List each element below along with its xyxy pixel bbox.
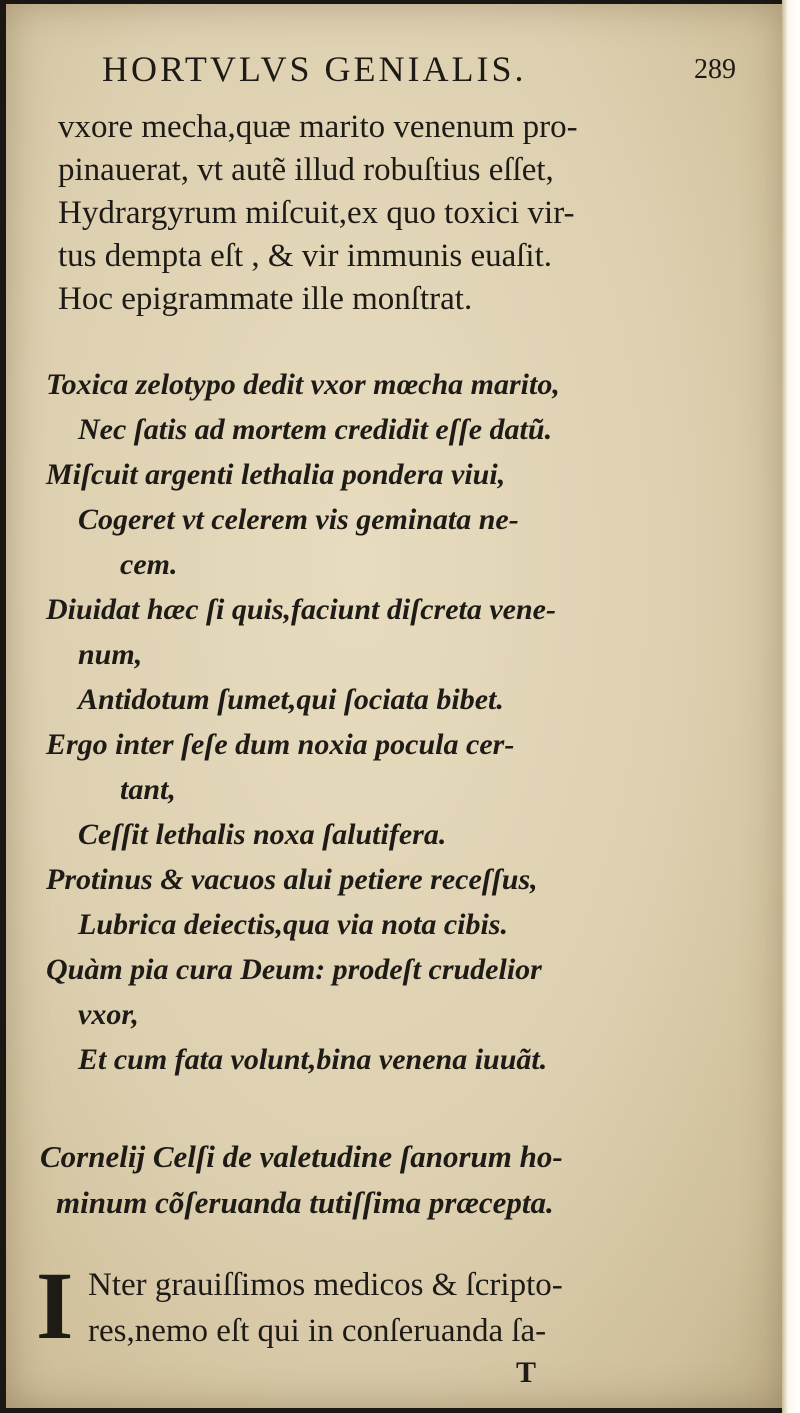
verse-line: Ceſſit lethalis noxa ſalutifera. [78,818,447,851]
verse-line: tant, [120,773,176,806]
page-number: 289 [694,54,736,85]
page-edge [782,0,800,1413]
section-heading-line: Cornelij Celſi de valetudine ſanorum ho- [40,1139,563,1174]
verse-line: Protinus & vacuos alui petiere receſſus, [46,863,538,896]
verse-line: Miſcuit argenti lethalia pondera viui, [46,458,506,491]
verse-line: Lubrica deiectis,qua via nota cibis. [78,908,508,941]
verse-line: cem. [120,548,178,581]
catchword: T [516,1356,537,1389]
body-line: Nter grauiſſimos medicos & ſcripto- [88,1267,563,1303]
running-title: HORTVLVS GENIALIS. [102,49,527,89]
section-heading [40,1134,740,1226]
page-header [6,44,784,100]
verse-line: Nec ſatis ad mortem credidit eſſe datũ. [78,413,553,446]
section-heading-line: minum cõſeruanda tutiſſima præcepta. [56,1185,554,1220]
verse-line: vxor, [78,998,139,1031]
body-paragraph [36,1252,746,1359]
prose-line: vxore mecha,quæ marito venenum pro- [58,109,578,145]
prose-line: Hoc epigrammate ille monſtrat. [58,281,473,317]
book-page [6,4,784,1408]
drop-cap-initial: I [36,1252,74,1359]
prose-line: Hydrargyrum miſcuit,ex quo toxici vir- [58,195,575,231]
verse-line: Diuidat hæc ſi quis,faciunt diſcreta vene- [46,593,556,626]
verse-line: Cogeret vt celerem vis geminata ne- [78,503,519,536]
verse-line: Quàm pia cura Deum: prodeſt crudelior [46,953,542,986]
prose-paragraph [58,106,748,321]
verse-line: Et cum fata volunt,bina venena iuuãt. [78,1043,548,1076]
prose-line: tus dempta eſt , & vir immunis euaſit. [58,238,553,274]
verse-line: Toxica zelotypo dedit vxor mœcha marito, [46,368,560,401]
verse-line: Ergo inter ſeſe dum noxia pocula cer- [46,728,515,761]
verse-line: Antidotum ſumet,qui ſociata bibet. [78,683,504,716]
prose-line: pinauerat, vt autẽ illud robuſtius eſſet, [58,152,554,188]
epigram-verse [46,362,746,1082]
verse-line: num, [78,638,143,671]
body-line: res,nemo eſt qui in conſeruanda ſa- [88,1313,547,1349]
